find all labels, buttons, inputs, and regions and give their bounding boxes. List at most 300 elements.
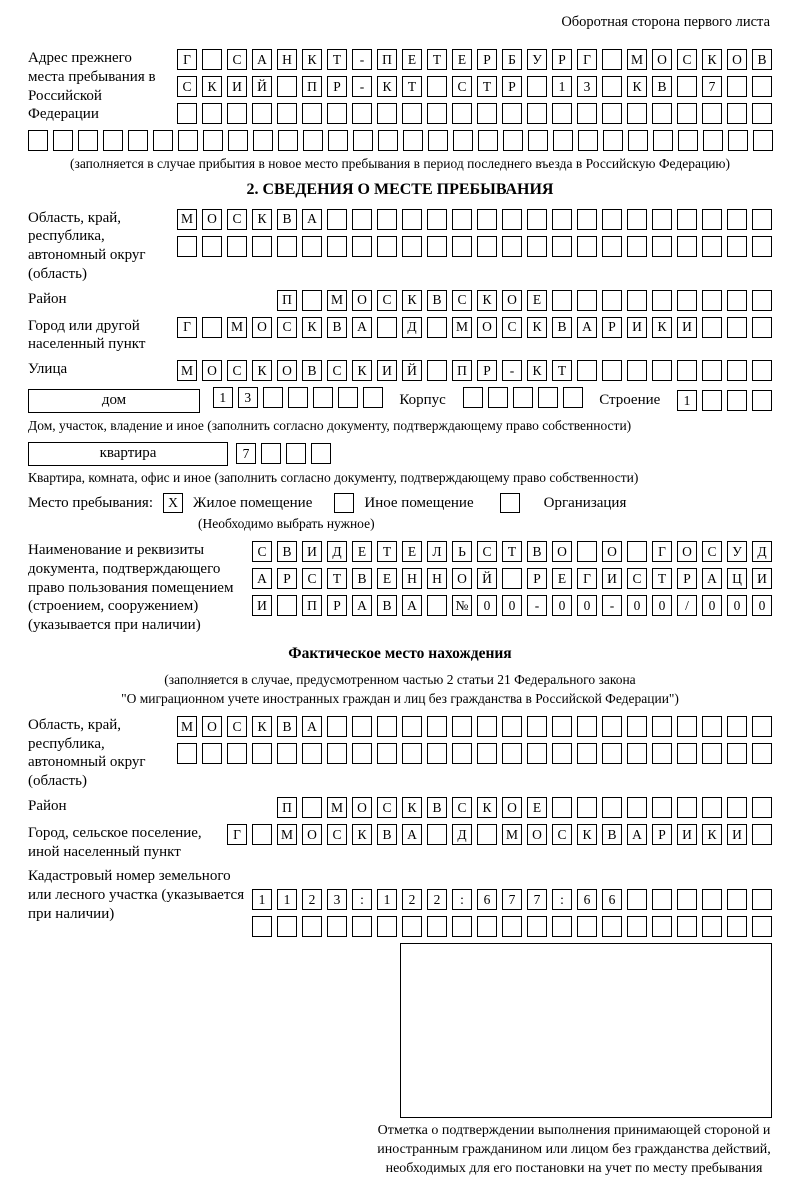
char-cell[interactable] xyxy=(227,103,247,124)
char-cell[interactable]: К xyxy=(702,824,722,845)
apartment-number-cells[interactable] xyxy=(236,443,331,464)
char-cell[interactable] xyxy=(677,916,697,937)
char-cell[interactable]: И xyxy=(677,317,697,338)
char-cell[interactable] xyxy=(227,743,247,764)
char-cell[interactable]: М xyxy=(177,360,197,381)
char-cell[interactable] xyxy=(302,236,322,257)
char-cell[interactable]: № xyxy=(452,595,472,616)
char-cell[interactable] xyxy=(452,103,472,124)
char-cell[interactable] xyxy=(377,209,397,230)
char-cell[interactable]: Н xyxy=(427,568,447,589)
char-cell[interactable] xyxy=(602,743,622,764)
char-cell[interactable] xyxy=(702,797,722,818)
char-cell[interactable]: Т xyxy=(327,568,347,589)
char-cell[interactable]: 0 xyxy=(702,595,722,616)
char-cell[interactable] xyxy=(677,103,697,124)
char-cell[interactable]: Ц xyxy=(727,568,747,589)
korpus-cells[interactable] xyxy=(463,387,583,408)
char-cell[interactable] xyxy=(177,743,197,764)
char-cell[interactable]: П xyxy=(302,76,322,97)
char-cell[interactable] xyxy=(327,103,347,124)
char-cell[interactable]: 0 xyxy=(477,595,497,616)
char-cell[interactable]: Й xyxy=(252,76,272,97)
char-cell[interactable]: М xyxy=(327,797,347,818)
char-cell[interactable]: 1 xyxy=(552,76,572,97)
char-cell[interactable] xyxy=(427,236,447,257)
char-cell[interactable] xyxy=(602,76,622,97)
char-cell[interactable] xyxy=(627,541,647,562)
char-cell[interactable] xyxy=(727,743,747,764)
char-cell[interactable]: Г xyxy=(652,541,672,562)
char-cell[interactable] xyxy=(552,236,572,257)
char-cell[interactable] xyxy=(752,716,772,737)
char-cell[interactable] xyxy=(602,916,622,937)
char-cell[interactable] xyxy=(252,916,272,937)
char-cell[interactable]: Л xyxy=(427,541,447,562)
char-cell[interactable] xyxy=(752,360,772,381)
char-cell[interactable] xyxy=(252,236,272,257)
char-cell[interactable]: В xyxy=(602,824,622,845)
char-cell[interactable] xyxy=(627,797,647,818)
char-cell[interactable] xyxy=(402,743,422,764)
region-row-1[interactable] xyxy=(177,209,772,230)
char-cell[interactable]: - xyxy=(502,360,522,381)
char-cell[interactable]: Е xyxy=(402,541,422,562)
stay-option-organization-checkbox[interactable] xyxy=(500,493,520,513)
char-cell[interactable]: К xyxy=(377,76,397,97)
char-cell[interactable] xyxy=(702,716,722,737)
previous-address-row-3[interactable] xyxy=(177,103,772,124)
char-cell[interactable] xyxy=(427,595,447,616)
stay-option-residential-checkbox[interactable]: X xyxy=(163,493,183,513)
char-cell[interactable]: М xyxy=(627,49,647,70)
char-cell[interactable] xyxy=(577,103,597,124)
char-cell[interactable]: О xyxy=(502,797,522,818)
char-cell[interactable] xyxy=(752,103,772,124)
char-cell[interactable] xyxy=(527,716,547,737)
char-cell[interactable] xyxy=(303,130,323,151)
char-cell[interactable]: 0 xyxy=(752,595,772,616)
char-cell[interactable] xyxy=(277,103,297,124)
char-cell[interactable]: С xyxy=(702,541,722,562)
char-cell[interactable]: 6 xyxy=(477,889,497,910)
char-cell[interactable] xyxy=(577,360,597,381)
char-cell[interactable] xyxy=(202,743,222,764)
char-cell[interactable] xyxy=(552,290,572,311)
char-cell[interactable] xyxy=(602,290,622,311)
char-cell[interactable]: Н xyxy=(402,568,422,589)
char-cell[interactable]: И xyxy=(727,824,747,845)
char-cell[interactable] xyxy=(678,130,698,151)
char-cell[interactable]: Е xyxy=(402,49,422,70)
char-cell[interactable] xyxy=(577,541,597,562)
char-cell[interactable]: С xyxy=(477,541,497,562)
char-cell[interactable] xyxy=(327,209,347,230)
char-cell[interactable]: С xyxy=(227,360,247,381)
char-cell[interactable] xyxy=(478,130,498,151)
char-cell[interactable] xyxy=(577,236,597,257)
char-cell[interactable]: И xyxy=(252,595,272,616)
char-cell[interactable]: П xyxy=(452,360,472,381)
char-cell[interactable] xyxy=(702,916,722,937)
char-cell[interactable] xyxy=(427,824,447,845)
char-cell[interactable]: О xyxy=(527,824,547,845)
char-cell[interactable] xyxy=(752,236,772,257)
stay-option-other-checkbox[interactable] xyxy=(334,493,354,513)
char-cell[interactable]: 0 xyxy=(627,595,647,616)
char-cell[interactable] xyxy=(627,916,647,937)
char-cell[interactable] xyxy=(227,236,247,257)
char-cell[interactable]: О xyxy=(602,541,622,562)
char-cell[interactable]: К xyxy=(477,797,497,818)
char-cell[interactable]: О xyxy=(352,797,372,818)
cadastral-row-2[interactable] xyxy=(252,916,772,937)
char-cell[interactable] xyxy=(202,103,222,124)
char-cell[interactable]: В xyxy=(377,595,397,616)
char-cell[interactable] xyxy=(502,236,522,257)
char-cell[interactable] xyxy=(538,387,558,408)
char-cell[interactable] xyxy=(302,797,322,818)
char-cell[interactable]: С xyxy=(452,797,472,818)
char-cell[interactable]: К xyxy=(302,317,322,338)
char-cell[interactable]: С xyxy=(677,49,697,70)
char-cell[interactable]: К xyxy=(702,49,722,70)
char-cell[interactable]: Д xyxy=(327,541,347,562)
char-cell[interactable] xyxy=(502,209,522,230)
char-cell[interactable] xyxy=(353,130,373,151)
char-cell[interactable] xyxy=(352,916,372,937)
actual-region-row-1[interactable] xyxy=(177,716,772,737)
char-cell[interactable]: М xyxy=(177,716,197,737)
char-cell[interactable] xyxy=(602,360,622,381)
char-cell[interactable] xyxy=(752,390,772,411)
char-cell[interactable] xyxy=(252,743,272,764)
actual-region-row-2[interactable] xyxy=(177,743,772,764)
char-cell[interactable]: У xyxy=(727,541,747,562)
char-cell[interactable] xyxy=(728,130,748,151)
char-cell[interactable] xyxy=(552,716,572,737)
char-cell[interactable]: В xyxy=(377,824,397,845)
char-cell[interactable]: 0 xyxy=(552,595,572,616)
char-cell[interactable]: Е xyxy=(552,568,572,589)
char-cell[interactable] xyxy=(427,103,447,124)
char-cell[interactable]: С xyxy=(377,290,397,311)
char-cell[interactable] xyxy=(352,209,372,230)
previous-address-row-1[interactable] xyxy=(177,49,772,70)
char-cell[interactable] xyxy=(727,103,747,124)
char-cell[interactable]: 1 xyxy=(252,889,272,910)
char-cell[interactable]: М xyxy=(327,290,347,311)
char-cell[interactable] xyxy=(527,103,547,124)
char-cell[interactable] xyxy=(627,209,647,230)
char-cell[interactable]: О xyxy=(452,568,472,589)
char-cell[interactable] xyxy=(277,76,297,97)
char-cell[interactable]: Е xyxy=(527,797,547,818)
char-cell[interactable]: А xyxy=(252,49,272,70)
char-cell[interactable]: 3 xyxy=(577,76,597,97)
char-cell[interactable]: К xyxy=(477,290,497,311)
char-cell[interactable] xyxy=(577,290,597,311)
char-cell[interactable]: И xyxy=(227,76,247,97)
char-cell[interactable] xyxy=(477,716,497,737)
char-cell[interactable]: С xyxy=(327,360,347,381)
char-cell[interactable]: Р xyxy=(602,317,622,338)
char-cell[interactable]: 1 xyxy=(377,889,397,910)
char-cell[interactable]: К xyxy=(652,317,672,338)
char-cell[interactable] xyxy=(602,209,622,230)
char-cell[interactable]: 7 xyxy=(236,443,256,464)
char-cell[interactable] xyxy=(553,130,573,151)
char-cell[interactable]: О xyxy=(727,49,747,70)
char-cell[interactable] xyxy=(177,236,197,257)
char-cell[interactable] xyxy=(727,390,747,411)
char-cell[interactable]: С xyxy=(227,209,247,230)
char-cell[interactable] xyxy=(677,236,697,257)
char-cell[interactable]: И xyxy=(377,360,397,381)
char-cell[interactable]: А xyxy=(577,317,597,338)
char-cell[interactable]: Е xyxy=(377,568,397,589)
char-cell[interactable] xyxy=(503,130,523,151)
char-cell[interactable] xyxy=(602,797,622,818)
char-cell[interactable]: - xyxy=(352,49,372,70)
char-cell[interactable] xyxy=(378,130,398,151)
char-cell[interactable]: 7 xyxy=(502,889,522,910)
char-cell[interactable] xyxy=(352,103,372,124)
char-cell[interactable] xyxy=(402,236,422,257)
char-cell[interactable]: 3 xyxy=(327,889,347,910)
char-cell[interactable] xyxy=(652,209,672,230)
char-cell[interactable] xyxy=(752,743,772,764)
char-cell[interactable] xyxy=(402,103,422,124)
char-cell[interactable]: М xyxy=(227,317,247,338)
char-cell[interactable]: Р xyxy=(652,824,672,845)
char-cell[interactable] xyxy=(652,103,672,124)
char-cell[interactable]: К xyxy=(302,49,322,70)
char-cell[interactable] xyxy=(477,209,497,230)
char-cell[interactable]: Р xyxy=(527,568,547,589)
char-cell[interactable]: Г xyxy=(177,49,197,70)
char-cell[interactable]: 1 xyxy=(677,390,697,411)
char-cell[interactable]: А xyxy=(302,716,322,737)
char-cell[interactable] xyxy=(477,236,497,257)
char-cell[interactable]: Д xyxy=(452,824,472,845)
char-cell[interactable] xyxy=(702,743,722,764)
char-cell[interactable]: / xyxy=(677,595,697,616)
char-cell[interactable] xyxy=(577,797,597,818)
char-cell[interactable] xyxy=(228,130,248,151)
char-cell[interactable] xyxy=(402,209,422,230)
char-cell[interactable]: К xyxy=(402,797,422,818)
char-cell[interactable] xyxy=(327,716,347,737)
char-cell[interactable] xyxy=(677,209,697,230)
previous-address-row-4[interactable] xyxy=(28,130,772,151)
char-cell[interactable]: В xyxy=(277,209,297,230)
char-cell[interactable] xyxy=(452,236,472,257)
char-cell[interactable] xyxy=(702,889,722,910)
char-cell[interactable] xyxy=(502,916,522,937)
char-cell[interactable]: С xyxy=(302,568,322,589)
stroenie-cells[interactable] xyxy=(677,390,772,411)
char-cell[interactable] xyxy=(702,360,722,381)
char-cell[interactable]: У xyxy=(527,49,547,70)
char-cell[interactable]: 2 xyxy=(302,889,322,910)
char-cell[interactable] xyxy=(552,103,572,124)
char-cell[interactable]: Р xyxy=(477,360,497,381)
char-cell[interactable] xyxy=(477,743,497,764)
char-cell[interactable] xyxy=(652,360,672,381)
char-cell[interactable] xyxy=(702,290,722,311)
char-cell[interactable]: К xyxy=(252,209,272,230)
char-cell[interactable]: О xyxy=(502,290,522,311)
char-cell[interactable] xyxy=(677,76,697,97)
char-cell[interactable] xyxy=(377,916,397,937)
char-cell[interactable] xyxy=(652,716,672,737)
region-row-2[interactable] xyxy=(177,236,772,257)
char-cell[interactable]: 3 xyxy=(238,387,258,408)
char-cell[interactable]: В xyxy=(327,317,347,338)
char-cell[interactable]: - xyxy=(602,595,622,616)
char-cell[interactable]: П xyxy=(377,49,397,70)
char-cell[interactable] xyxy=(652,916,672,937)
char-cell[interactable]: М xyxy=(502,824,522,845)
char-cell[interactable] xyxy=(427,716,447,737)
char-cell[interactable] xyxy=(452,209,472,230)
previous-address-row-2[interactable] xyxy=(177,76,772,97)
char-cell[interactable] xyxy=(502,568,522,589)
char-cell[interactable] xyxy=(753,130,773,151)
char-cell[interactable]: А xyxy=(702,568,722,589)
char-cell[interactable]: О xyxy=(477,317,497,338)
char-cell[interactable] xyxy=(652,236,672,257)
char-cell[interactable] xyxy=(752,76,772,97)
char-cell[interactable]: В xyxy=(652,76,672,97)
char-cell[interactable] xyxy=(727,236,747,257)
char-cell[interactable] xyxy=(311,443,331,464)
char-cell[interactable] xyxy=(527,743,547,764)
char-cell[interactable]: В xyxy=(552,317,572,338)
char-cell[interactable]: С xyxy=(552,824,572,845)
char-cell[interactable]: С xyxy=(252,541,272,562)
char-cell[interactable] xyxy=(377,317,397,338)
char-cell[interactable] xyxy=(727,889,747,910)
char-cell[interactable]: К xyxy=(627,76,647,97)
char-cell[interactable] xyxy=(377,236,397,257)
char-cell[interactable]: Т xyxy=(402,76,422,97)
char-cell[interactable] xyxy=(277,236,297,257)
char-cell[interactable]: Е xyxy=(527,290,547,311)
char-cell[interactable] xyxy=(602,103,622,124)
char-cell[interactable] xyxy=(563,387,583,408)
char-cell[interactable] xyxy=(702,317,722,338)
char-cell[interactable] xyxy=(527,916,547,937)
char-cell[interactable]: В xyxy=(352,568,372,589)
char-cell[interactable]: Т xyxy=(377,541,397,562)
char-cell[interactable]: 2 xyxy=(427,889,447,910)
char-cell[interactable] xyxy=(752,797,772,818)
char-cell[interactable]: О xyxy=(352,290,372,311)
char-cell[interactable]: К xyxy=(352,824,372,845)
char-cell[interactable] xyxy=(313,387,333,408)
char-cell[interactable] xyxy=(377,103,397,124)
char-cell[interactable]: : xyxy=(352,889,372,910)
char-cell[interactable] xyxy=(527,76,547,97)
char-cell[interactable]: О xyxy=(302,824,322,845)
char-cell[interactable]: Е xyxy=(352,541,372,562)
char-cell[interactable] xyxy=(477,916,497,937)
char-cell[interactable] xyxy=(578,130,598,151)
house-type-box[interactable]: дом xyxy=(28,389,200,413)
char-cell[interactable] xyxy=(428,130,448,151)
char-cell[interactable]: 0 xyxy=(727,595,747,616)
char-cell[interactable]: Р xyxy=(327,595,347,616)
district-cells[interactable] xyxy=(277,290,772,311)
char-cell[interactable]: Р xyxy=(327,76,347,97)
char-cell[interactable] xyxy=(463,387,483,408)
char-cell[interactable]: 0 xyxy=(652,595,672,616)
char-cell[interactable] xyxy=(252,103,272,124)
actual-city-cells[interactable] xyxy=(227,824,772,845)
char-cell[interactable] xyxy=(727,317,747,338)
char-cell[interactable]: К xyxy=(527,360,547,381)
char-cell[interactable] xyxy=(153,130,173,151)
char-cell[interactable] xyxy=(502,743,522,764)
char-cell[interactable]: Т xyxy=(652,568,672,589)
char-cell[interactable] xyxy=(327,236,347,257)
char-cell[interactable] xyxy=(128,130,148,151)
char-cell[interactable]: Т xyxy=(427,49,447,70)
char-cell[interactable] xyxy=(377,743,397,764)
char-cell[interactable] xyxy=(627,889,647,910)
char-cell[interactable]: Р xyxy=(677,568,697,589)
char-cell[interactable] xyxy=(352,236,372,257)
char-cell[interactable] xyxy=(727,76,747,97)
char-cell[interactable]: С xyxy=(452,76,472,97)
char-cell[interactable] xyxy=(261,443,281,464)
char-cell[interactable] xyxy=(253,130,273,151)
char-cell[interactable]: К xyxy=(402,290,422,311)
char-cell[interactable]: К xyxy=(577,824,597,845)
char-cell[interactable]: О xyxy=(202,716,222,737)
char-cell[interactable] xyxy=(327,743,347,764)
char-cell[interactable]: О xyxy=(252,317,272,338)
char-cell[interactable]: В xyxy=(277,541,297,562)
char-cell[interactable] xyxy=(577,743,597,764)
char-cell[interactable] xyxy=(627,360,647,381)
char-cell[interactable] xyxy=(328,130,348,151)
char-cell[interactable] xyxy=(752,889,772,910)
char-cell[interactable]: М xyxy=(277,824,297,845)
char-cell[interactable] xyxy=(527,209,547,230)
char-cell[interactable]: Р xyxy=(502,76,522,97)
char-cell[interactable] xyxy=(178,130,198,151)
char-cell[interactable]: В xyxy=(302,360,322,381)
char-cell[interactable]: Д xyxy=(402,317,422,338)
char-cell[interactable] xyxy=(627,716,647,737)
char-cell[interactable]: Т xyxy=(477,76,497,97)
char-cell[interactable] xyxy=(28,130,48,151)
cadastral-row-1[interactable] xyxy=(252,889,772,910)
char-cell[interactable] xyxy=(252,824,272,845)
char-cell[interactable]: В xyxy=(427,797,447,818)
char-cell[interactable] xyxy=(653,130,673,151)
char-cell[interactable]: Ь xyxy=(452,541,472,562)
char-cell[interactable]: 1 xyxy=(277,889,297,910)
char-cell[interactable] xyxy=(652,290,672,311)
char-cell[interactable] xyxy=(528,130,548,151)
char-cell[interactable] xyxy=(577,716,597,737)
char-cell[interactable] xyxy=(488,387,508,408)
char-cell[interactable]: 6 xyxy=(602,889,622,910)
